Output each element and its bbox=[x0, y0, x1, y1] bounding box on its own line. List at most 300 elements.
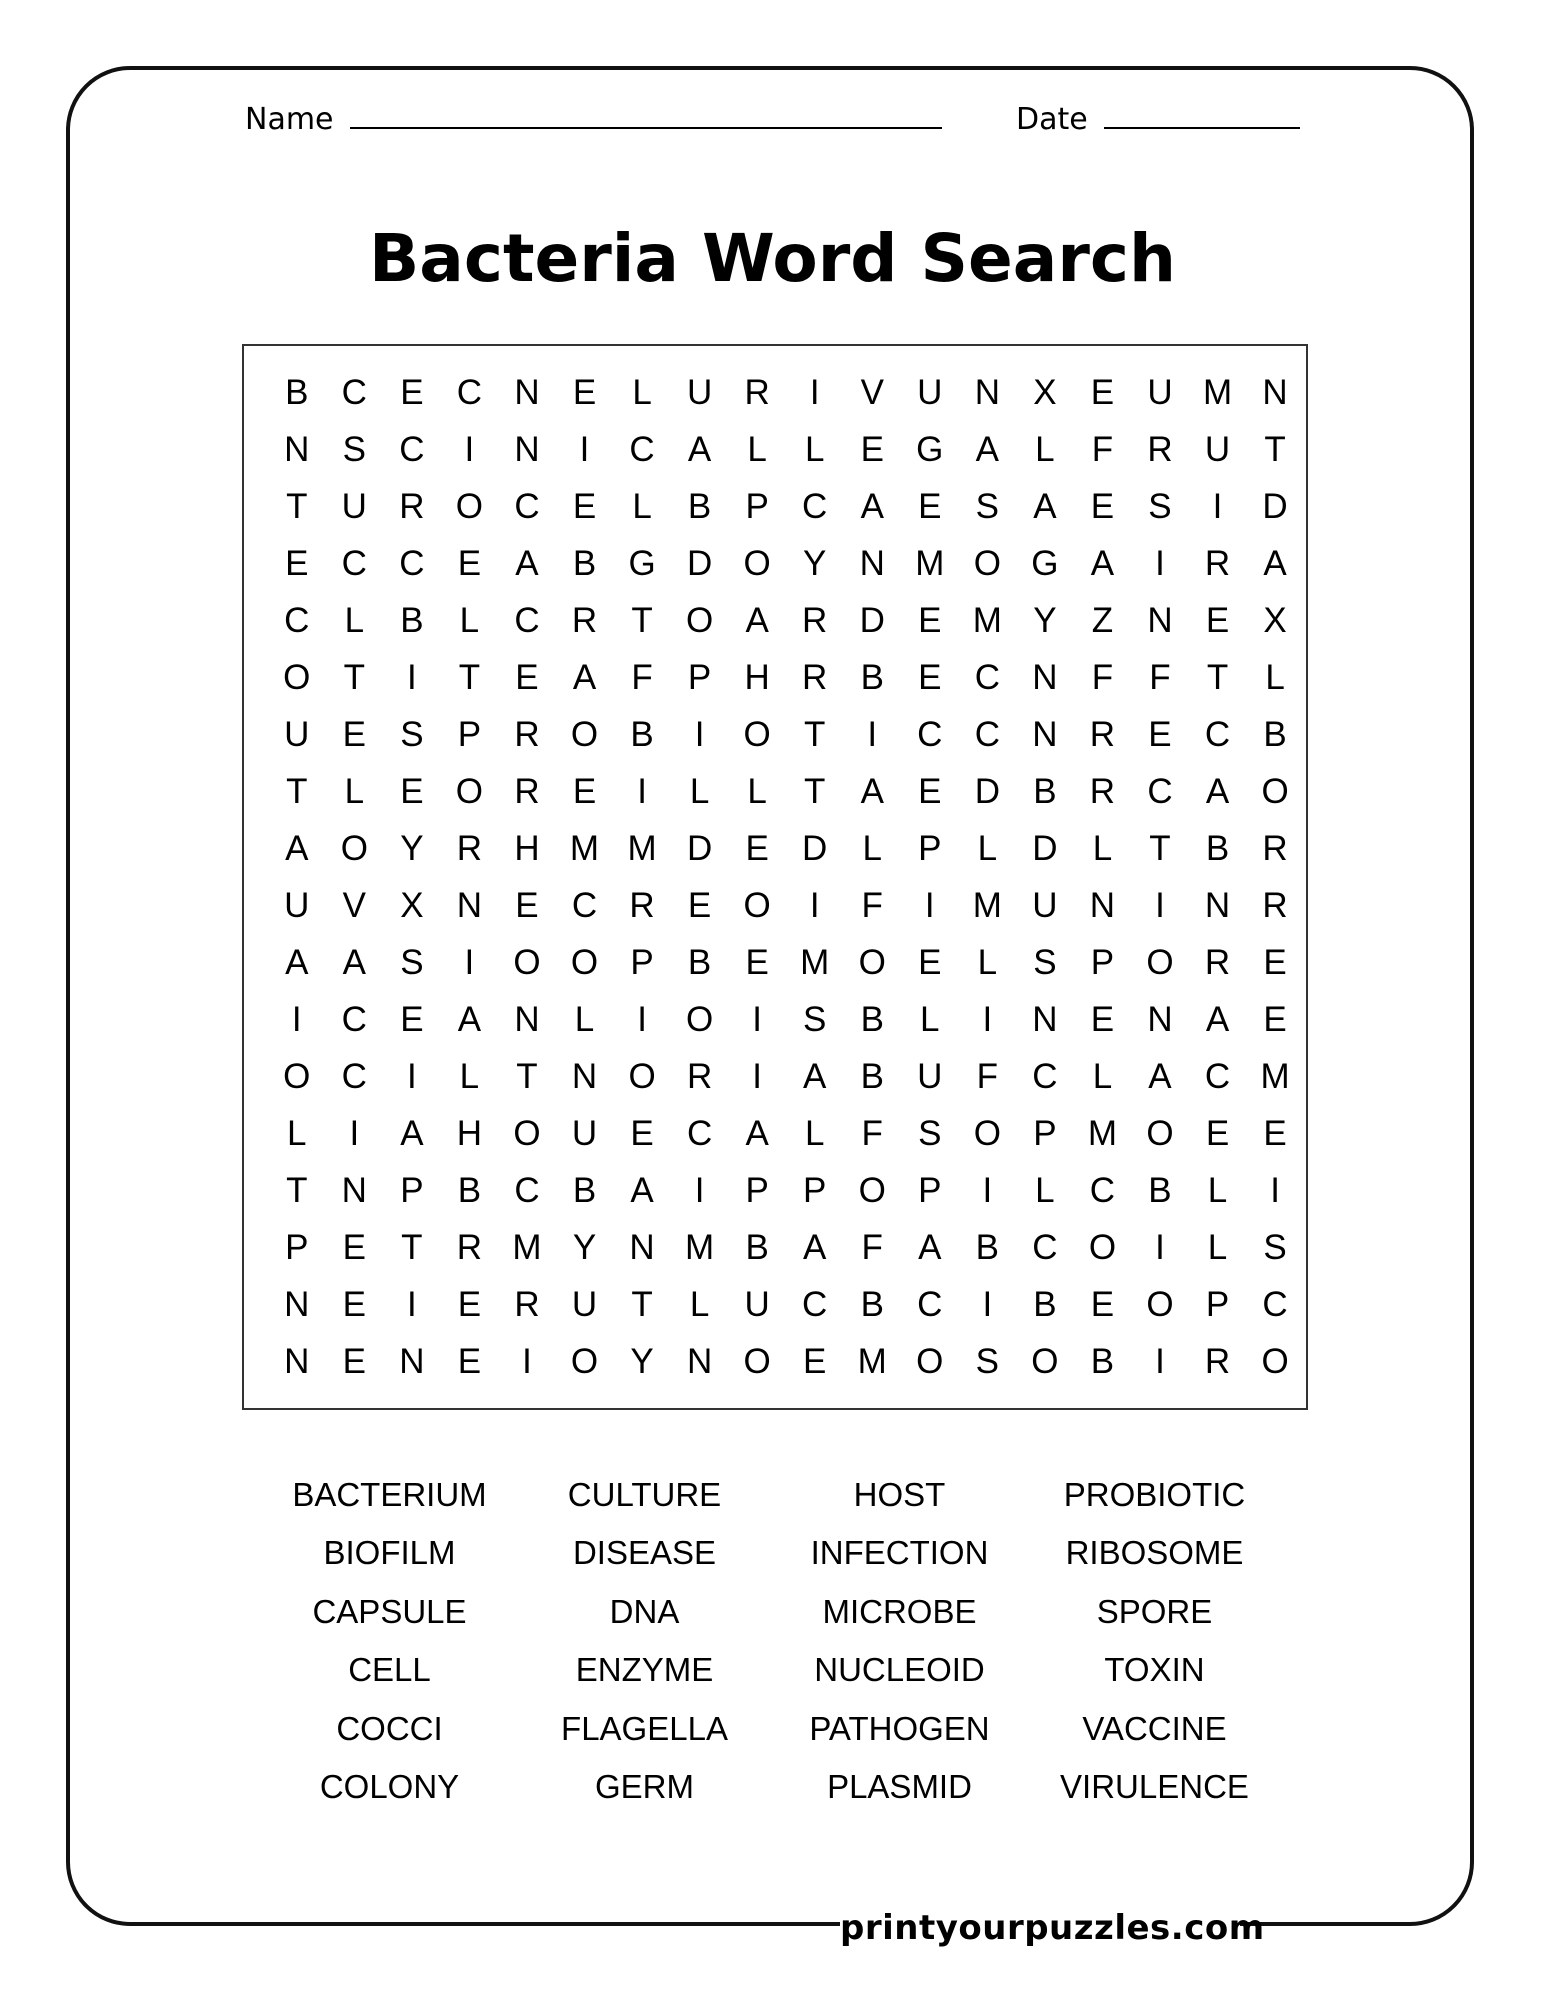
grid-letter[interactable]: C bbox=[571, 886, 598, 925]
grid-letter[interactable]: F bbox=[861, 1228, 883, 1267]
grid-letter[interactable]: O bbox=[570, 943, 599, 982]
grid-letter[interactable]: N bbox=[284, 1285, 310, 1324]
grid-letter[interactable]: S bbox=[975, 1342, 1000, 1381]
grid-letter[interactable]: B bbox=[1148, 1171, 1172, 1210]
grid-letter[interactable]: S bbox=[918, 1114, 942, 1153]
grid-letter[interactable]: O bbox=[858, 1171, 886, 1210]
grid-letter[interactable]: T bbox=[286, 1171, 308, 1210]
grid-letter[interactable]: A bbox=[1263, 544, 1287, 583]
grid-letter[interactable]: A bbox=[457, 1000, 482, 1039]
grid-letter[interactable]: H bbox=[514, 829, 540, 868]
grid-letter[interactable]: I bbox=[1155, 1342, 1165, 1381]
grid-letter[interactable]: F bbox=[861, 886, 883, 925]
grid-letter[interactable]: R bbox=[802, 658, 828, 697]
grid-letter[interactable]: G bbox=[628, 544, 656, 583]
grid-letter[interactable]: E bbox=[400, 373, 424, 412]
grid-letter[interactable]: C bbox=[341, 1000, 367, 1039]
grid-letter[interactable]: L bbox=[1035, 1171, 1055, 1210]
grid-letter[interactable]: R bbox=[686, 1057, 713, 1096]
grid-letter[interactable]: E bbox=[1263, 943, 1287, 982]
grid-letter[interactable]: U bbox=[571, 1114, 598, 1153]
grid-letter[interactable]: F bbox=[1091, 658, 1114, 697]
grid-letter[interactable]: T bbox=[343, 658, 366, 697]
grid-letter[interactable]: A bbox=[1205, 772, 1230, 811]
grid-letter[interactable]: B bbox=[285, 373, 309, 412]
grid-letter[interactable]: R bbox=[1262, 886, 1288, 925]
grid-letter[interactable]: V bbox=[860, 373, 884, 412]
grid-letter[interactable]: U bbox=[341, 487, 367, 526]
grid-letter[interactable]: A bbox=[572, 658, 597, 697]
grid-letter[interactable]: C bbox=[917, 715, 943, 754]
grid-letter[interactable]: L bbox=[862, 829, 882, 868]
grid-letter[interactable]: B bbox=[457, 1171, 482, 1210]
grid-letter[interactable]: B bbox=[400, 601, 424, 640]
grid-letter[interactable]: S bbox=[1148, 487, 1172, 526]
grid-letter[interactable]: E bbox=[1090, 373, 1115, 412]
grid-letter[interactable]: T bbox=[458, 658, 481, 697]
grid-letter[interactable]: I bbox=[291, 1000, 302, 1039]
grid-letter[interactable]: O bbox=[283, 1057, 311, 1096]
grid-letter[interactable]: N bbox=[514, 373, 540, 412]
grid-letter[interactable]: E bbox=[803, 1342, 827, 1381]
grid-letter[interactable]: M bbox=[800, 943, 830, 982]
grid-letter[interactable]: N bbox=[1032, 658, 1058, 697]
grid-letter[interactable]: U bbox=[1204, 430, 1231, 469]
grid-letter[interactable]: A bbox=[342, 943, 366, 982]
grid-letter[interactable]: I bbox=[809, 886, 820, 925]
grid-letter[interactable]: E bbox=[342, 1285, 366, 1324]
grid-letter[interactable]: B bbox=[975, 1228, 1000, 1267]
grid-letter[interactable]: L bbox=[574, 1000, 595, 1039]
grid-letter[interactable]: L bbox=[689, 772, 710, 811]
grid-letter[interactable]: L bbox=[977, 829, 998, 868]
grid-letter[interactable]: I bbox=[924, 886, 935, 925]
grid-letter[interactable]: N bbox=[1089, 886, 1116, 925]
grid-letter[interactable]: B bbox=[745, 1228, 769, 1267]
grid-letter[interactable]: S bbox=[400, 943, 424, 982]
grid-letter[interactable]: V bbox=[342, 886, 366, 925]
grid-letter[interactable]: E bbox=[918, 772, 942, 811]
grid-letter[interactable]: C bbox=[456, 373, 483, 412]
grid-letter[interactable]: L bbox=[804, 1114, 825, 1153]
grid-letter[interactable]: C bbox=[686, 1114, 713, 1153]
grid-letter[interactable]: N bbox=[1204, 886, 1231, 925]
grid-letter[interactable]: R bbox=[456, 1228, 483, 1267]
grid-letter[interactable]: M bbox=[512, 1228, 542, 1267]
grid-letter[interactable]: P bbox=[918, 1171, 942, 1210]
grid-letter[interactable]: E bbox=[918, 943, 942, 982]
grid-letter[interactable]: S bbox=[975, 487, 1000, 526]
grid-letter[interactable]: R bbox=[514, 1285, 540, 1324]
grid-letter[interactable]: I bbox=[522, 1342, 532, 1381]
grid-letter[interactable]: O bbox=[685, 1000, 714, 1039]
grid-letter[interactable]: X bbox=[1263, 601, 1287, 640]
grid-letter[interactable]: N bbox=[571, 1057, 598, 1096]
grid-letter[interactable]: E bbox=[1090, 1000, 1115, 1039]
grid-letter[interactable]: O bbox=[1261, 772, 1289, 811]
grid-letter[interactable]: O bbox=[743, 1342, 771, 1381]
grid-letter[interactable]: A bbox=[1148, 1057, 1172, 1096]
grid-letter[interactable]: B bbox=[1033, 772, 1057, 811]
date-line[interactable] bbox=[1104, 127, 1300, 129]
grid-letter[interactable]: B bbox=[1263, 715, 1287, 754]
grid-letter[interactable]: I bbox=[464, 430, 475, 469]
grid-letter[interactable]: T bbox=[631, 601, 653, 640]
grid-letter[interactable]: I bbox=[694, 1171, 705, 1210]
grid-letter[interactable]: R bbox=[1204, 544, 1231, 583]
grid-letter[interactable]: A bbox=[630, 1171, 654, 1210]
grid-letter[interactable]: I bbox=[982, 1000, 993, 1039]
grid-letter[interactable]: O bbox=[283, 658, 311, 697]
grid-letter[interactable]: M bbox=[972, 886, 1002, 925]
grid-letter[interactable]: L bbox=[344, 772, 365, 811]
grid-letter[interactable]: C bbox=[629, 430, 655, 469]
grid-letter[interactable]: E bbox=[515, 658, 539, 697]
grid-letter[interactable]: E bbox=[342, 1228, 366, 1267]
grid-letter[interactable]: O bbox=[743, 886, 771, 925]
grid-letter[interactable]: C bbox=[341, 1057, 367, 1096]
grid-letter[interactable]: L bbox=[344, 601, 365, 640]
grid-letter[interactable]: E bbox=[342, 715, 366, 754]
grid-letter[interactable]: N bbox=[341, 1171, 367, 1210]
grid-letter[interactable]: O bbox=[340, 829, 368, 868]
grid-letter[interactable]: A bbox=[1205, 1000, 1230, 1039]
grid-letter[interactable]: T bbox=[1149, 829, 1171, 868]
grid-letter[interactable]: E bbox=[572, 772, 597, 811]
grid-letter[interactable]: L bbox=[920, 1000, 940, 1039]
grid-letter[interactable]: M bbox=[1260, 1057, 1290, 1096]
grid-letter[interactable]: R bbox=[1262, 829, 1288, 868]
grid-letter[interactable]: A bbox=[860, 772, 884, 811]
grid-letter[interactable]: A bbox=[400, 1114, 424, 1153]
grid-letter[interactable]: H bbox=[456, 1114, 483, 1153]
grid-letter[interactable]: M bbox=[685, 1228, 715, 1267]
grid-letter[interactable]: T bbox=[804, 772, 826, 811]
grid-letter[interactable]: P bbox=[285, 1228, 309, 1267]
grid-letter[interactable]: A bbox=[918, 1228, 942, 1267]
grid-letter[interactable]: B bbox=[630, 715, 654, 754]
grid-letter[interactable]: P bbox=[457, 715, 482, 754]
grid-letter[interactable]: O bbox=[513, 1114, 541, 1153]
grid-letter[interactable]: M bbox=[1087, 1114, 1117, 1153]
grid-letter[interactable]: L bbox=[977, 943, 998, 982]
grid-letter[interactable]: P bbox=[687, 658, 712, 697]
grid-letter[interactable]: U bbox=[1032, 886, 1058, 925]
grid-letter[interactable]: C bbox=[284, 601, 310, 640]
grid-letter[interactable]: E bbox=[1205, 601, 1230, 640]
grid-letter[interactable]: B bbox=[687, 943, 712, 982]
grid-letter[interactable]: C bbox=[1032, 1057, 1058, 1096]
grid-letter[interactable]: A bbox=[860, 487, 884, 526]
grid-letter[interactable]: A bbox=[803, 1228, 827, 1267]
grid-letter[interactable]: S bbox=[400, 715, 424, 754]
grid-letter[interactable]: L bbox=[1092, 829, 1113, 868]
grid-letter[interactable]: I bbox=[752, 1057, 763, 1096]
grid-letter[interactable]: F bbox=[1149, 658, 1171, 697]
grid-letter[interactable]: C bbox=[1032, 1228, 1058, 1267]
grid-letter[interactable]: I bbox=[1155, 1228, 1165, 1267]
grid-letter[interactable]: E bbox=[1263, 1114, 1287, 1153]
grid-letter[interactable]: E bbox=[630, 1114, 654, 1153]
grid-letter[interactable]: I bbox=[1155, 544, 1165, 583]
grid-letter[interactable]: C bbox=[1262, 1285, 1288, 1324]
grid-letter[interactable]: T bbox=[286, 487, 308, 526]
grid-letter[interactable]: Y bbox=[572, 1228, 597, 1267]
grid-letter[interactable]: A bbox=[975, 430, 1000, 469]
grid-letter[interactable]: N bbox=[514, 1000, 540, 1039]
grid-letter[interactable]: I bbox=[982, 1285, 993, 1324]
grid-letter[interactable]: E bbox=[918, 658, 942, 697]
grid-letter[interactable]: L bbox=[632, 487, 652, 526]
grid-letter[interactable]: B bbox=[572, 544, 597, 583]
grid-letter[interactable]: T bbox=[804, 715, 826, 754]
grid-letter[interactable]: L bbox=[1207, 1171, 1228, 1210]
grid-letter[interactable]: B bbox=[860, 1057, 884, 1096]
grid-letter[interactable]: O bbox=[743, 715, 771, 754]
grid-letter[interactable]: E bbox=[400, 1000, 424, 1039]
grid-letter[interactable]: N bbox=[284, 1342, 310, 1381]
grid-letter[interactable]: S bbox=[1263, 1228, 1287, 1267]
grid-letter[interactable]: O bbox=[973, 544, 1001, 583]
grid-letter[interactable]: O bbox=[570, 715, 599, 754]
grid-letter[interactable]: N bbox=[629, 1228, 655, 1267]
grid-letter[interactable]: L bbox=[804, 430, 825, 469]
grid-letter[interactable]: N bbox=[1262, 373, 1288, 412]
grid-letter[interactable]: U bbox=[686, 373, 713, 412]
grid-letter[interactable]: N bbox=[1032, 1000, 1058, 1039]
grid-letter[interactable]: E bbox=[1205, 1114, 1230, 1153]
grid-letter[interactable]: E bbox=[457, 1342, 482, 1381]
grid-letter[interactable]: B bbox=[1033, 1285, 1057, 1324]
grid-letter[interactable]: M bbox=[627, 829, 657, 868]
grid-letter[interactable]: E bbox=[745, 943, 769, 982]
grid-letter[interactable]: D bbox=[686, 829, 713, 868]
grid-letter[interactable]: E bbox=[285, 544, 309, 583]
grid-letter[interactable]: D bbox=[1032, 829, 1058, 868]
grid-letter[interactable]: C bbox=[514, 1171, 540, 1210]
grid-letter[interactable]: E bbox=[515, 886, 539, 925]
grid-letter[interactable]: F bbox=[976, 1057, 999, 1096]
grid-letter[interactable]: O bbox=[570, 1342, 599, 1381]
grid-letter[interactable]: E bbox=[400, 772, 424, 811]
grid-letter[interactable]: E bbox=[1263, 1000, 1287, 1039]
grid-letter[interactable]: R bbox=[1147, 430, 1173, 469]
grid-letter[interactable]: O bbox=[1031, 1342, 1059, 1381]
grid-letter[interactable]: B bbox=[860, 1285, 884, 1324]
grid-letter[interactable]: E bbox=[918, 601, 942, 640]
grid-letter[interactable]: X bbox=[1033, 373, 1057, 412]
grid-letter[interactable]: T bbox=[631, 1285, 653, 1324]
grid-letter[interactable]: E bbox=[745, 829, 769, 868]
name-line[interactable] bbox=[350, 127, 942, 129]
grid-letter[interactable]: R bbox=[1204, 1342, 1231, 1381]
grid-letter[interactable]: P bbox=[745, 487, 769, 526]
grid-letter[interactable]: I bbox=[1155, 886, 1165, 925]
grid-letter[interactable]: I bbox=[579, 430, 590, 469]
grid-letter[interactable]: U bbox=[284, 715, 310, 754]
grid-letter[interactable]: P bbox=[1205, 1285, 1230, 1324]
grid-letter[interactable]: N bbox=[514, 430, 540, 469]
grid-letter[interactable]: D bbox=[1262, 487, 1288, 526]
grid-letter[interactable]: L bbox=[1092, 1057, 1113, 1096]
grid-letter[interactable]: A bbox=[1033, 487, 1057, 526]
grid-letter[interactable]: C bbox=[1147, 772, 1173, 811]
grid-letter[interactable]: I bbox=[1270, 1171, 1280, 1210]
grid-letter[interactable]: I bbox=[637, 772, 647, 811]
grid-letter[interactable]: T bbox=[516, 1057, 538, 1096]
grid-letter[interactable]: L bbox=[1035, 430, 1055, 469]
grid-letter[interactable]: N bbox=[1032, 715, 1058, 754]
grid-letter[interactable]: T bbox=[401, 1228, 423, 1267]
grid-letter[interactable]: O bbox=[1088, 1228, 1117, 1267]
grid-letter[interactable]: O bbox=[685, 601, 714, 640]
grid-letter[interactable]: N bbox=[974, 373, 1000, 412]
grid-letter[interactable]: M bbox=[569, 829, 600, 868]
grid-letter[interactable]: B bbox=[1205, 829, 1230, 868]
grid-letter[interactable]: O bbox=[1261, 1342, 1289, 1381]
grid-letter[interactable]: I bbox=[407, 658, 417, 697]
grid-letter[interactable]: N bbox=[284, 430, 310, 469]
grid-letter[interactable]: L bbox=[1265, 658, 1285, 697]
grid-letter[interactable]: O bbox=[1146, 1285, 1174, 1324]
grid-letter[interactable]: N bbox=[859, 544, 885, 583]
grid-letter[interactable]: C bbox=[802, 1285, 828, 1324]
grid-letter[interactable]: Y bbox=[1033, 601, 1057, 640]
grid-letter[interactable]: X bbox=[400, 886, 424, 925]
grid-letter[interactable]: E bbox=[457, 544, 482, 583]
grid-letter[interactable]: C bbox=[917, 1285, 943, 1324]
grid-letter[interactable]: A bbox=[285, 943, 309, 982]
grid-letter[interactable]: O bbox=[858, 943, 886, 982]
grid-letter[interactable]: D bbox=[802, 829, 828, 868]
grid-letter[interactable]: C bbox=[399, 544, 425, 583]
grid-letter[interactable]: O bbox=[628, 1057, 656, 1096]
grid-letter[interactable]: I bbox=[809, 373, 820, 412]
grid-letter[interactable]: T bbox=[1206, 658, 1229, 697]
grid-letter[interactable]: N bbox=[1147, 601, 1173, 640]
grid-letter[interactable]: O bbox=[455, 487, 484, 526]
grid-letter[interactable]: O bbox=[1146, 1114, 1174, 1153]
grid-letter[interactable]: R bbox=[802, 601, 828, 640]
grid-letter[interactable]: C bbox=[341, 373, 367, 412]
grid-letter[interactable]: R bbox=[514, 715, 540, 754]
grid-letter[interactable]: S bbox=[803, 1000, 827, 1039]
grid-letter[interactable]: P bbox=[630, 943, 654, 982]
grid-letter[interactable]: R bbox=[744, 373, 770, 412]
grid-letter[interactable]: Y bbox=[630, 1342, 654, 1381]
grid-letter[interactable]: B bbox=[860, 1000, 884, 1039]
grid-letter[interactable]: U bbox=[284, 886, 310, 925]
grid-letter[interactable]: F bbox=[861, 1114, 883, 1153]
grid-letter[interactable]: M bbox=[857, 1342, 887, 1381]
grid-letter[interactable]: U bbox=[917, 1057, 943, 1096]
grid-letter[interactable]: P bbox=[803, 1171, 827, 1210]
grid-letter[interactable]: A bbox=[285, 829, 309, 868]
grid-letter[interactable]: R bbox=[456, 829, 483, 868]
grid-letter[interactable]: L bbox=[632, 373, 652, 412]
grid-letter[interactable]: O bbox=[455, 772, 484, 811]
grid-letter[interactable]: C bbox=[399, 430, 425, 469]
grid-letter[interactable]: A bbox=[1090, 544, 1115, 583]
grid-letter[interactable]: A bbox=[745, 1114, 769, 1153]
grid-letter[interactable]: I bbox=[694, 715, 705, 754]
grid-letter[interactable]: D bbox=[686, 544, 713, 583]
grid-letter[interactable]: E bbox=[457, 1285, 482, 1324]
grid-letter[interactable]: P bbox=[400, 1171, 424, 1210]
grid-letter[interactable]: P bbox=[745, 1171, 769, 1210]
grid-letter[interactable]: Y bbox=[400, 829, 424, 868]
grid-letter[interactable]: R bbox=[1089, 772, 1116, 811]
grid-letter[interactable]: T bbox=[1264, 430, 1286, 469]
grid-letter[interactable]: L bbox=[747, 430, 767, 469]
grid-letter[interactable]: E bbox=[572, 487, 597, 526]
grid-letter[interactable]: U bbox=[1147, 373, 1173, 412]
grid-letter[interactable]: I bbox=[1212, 487, 1223, 526]
grid-letter[interactable]: M bbox=[972, 601, 1002, 640]
grid-letter[interactable]: A bbox=[745, 601, 769, 640]
grid-letter[interactable]: G bbox=[1031, 544, 1059, 583]
grid-letter[interactable]: C bbox=[1089, 1171, 1116, 1210]
grid-letter[interactable]: R bbox=[1204, 943, 1231, 982]
grid-letter[interactable]: C bbox=[802, 487, 828, 526]
grid-letter[interactable]: L bbox=[689, 1285, 710, 1324]
grid-letter[interactable]: I bbox=[464, 943, 475, 982]
grid-letter[interactable]: D bbox=[974, 772, 1000, 811]
grid-letter[interactable]: F bbox=[631, 658, 653, 697]
grid-letter[interactable]: O bbox=[916, 1342, 944, 1381]
grid-letter[interactable]: A bbox=[687, 430, 712, 469]
grid-letter[interactable]: U bbox=[744, 1285, 770, 1324]
grid-letter[interactable]: R bbox=[399, 487, 425, 526]
grid-letter[interactable]: N bbox=[686, 1342, 713, 1381]
grid-letter[interactable]: N bbox=[1147, 1000, 1173, 1039]
grid-letter[interactable]: C bbox=[514, 487, 540, 526]
grid-letter[interactable]: A bbox=[515, 544, 539, 583]
grid-letter[interactable]: L bbox=[459, 601, 480, 640]
grid-letter[interactable]: I bbox=[982, 1171, 993, 1210]
grid-letter[interactable]: B bbox=[687, 487, 712, 526]
grid-letter[interactable]: P bbox=[1090, 943, 1115, 982]
grid-letter[interactable]: E bbox=[1148, 715, 1172, 754]
grid-letter[interactable]: L bbox=[747, 772, 767, 811]
grid-letter[interactable]: I bbox=[407, 1057, 417, 1096]
grid-letter[interactable]: N bbox=[456, 886, 483, 925]
grid-letter[interactable]: E bbox=[1090, 487, 1115, 526]
grid-letter[interactable]: L bbox=[287, 1114, 307, 1153]
grid-letter[interactable]: A bbox=[803, 1057, 827, 1096]
grid-letter[interactable]: E bbox=[342, 1342, 366, 1381]
grid-letter[interactable]: Z bbox=[1091, 601, 1114, 640]
grid-letter[interactable]: B bbox=[1090, 1342, 1115, 1381]
grid-letter[interactable]: I bbox=[752, 1000, 763, 1039]
grid-letter[interactable]: T bbox=[286, 772, 308, 811]
grid-letter[interactable]: I bbox=[867, 715, 878, 754]
grid-letter[interactable]: C bbox=[974, 658, 1000, 697]
grid-letter[interactable]: E bbox=[860, 430, 884, 469]
grid-letter[interactable]: M bbox=[1202, 373, 1233, 412]
grid-letter[interactable]: E bbox=[572, 373, 597, 412]
grid-letter[interactable]: I bbox=[637, 1000, 647, 1039]
grid-letter[interactable]: C bbox=[1204, 715, 1231, 754]
grid-letter[interactable]: L bbox=[459, 1057, 480, 1096]
grid-letter[interactable]: U bbox=[571, 1285, 598, 1324]
grid-letter[interactable]: M bbox=[915, 544, 945, 583]
grid-letter[interactable]: I bbox=[407, 1285, 417, 1324]
grid-letter[interactable]: P bbox=[1033, 1114, 1057, 1153]
grid-letter[interactable]: O bbox=[1146, 943, 1174, 982]
grid-letter[interactable]: C bbox=[341, 544, 367, 583]
grid-letter[interactable]: C bbox=[974, 715, 1000, 754]
